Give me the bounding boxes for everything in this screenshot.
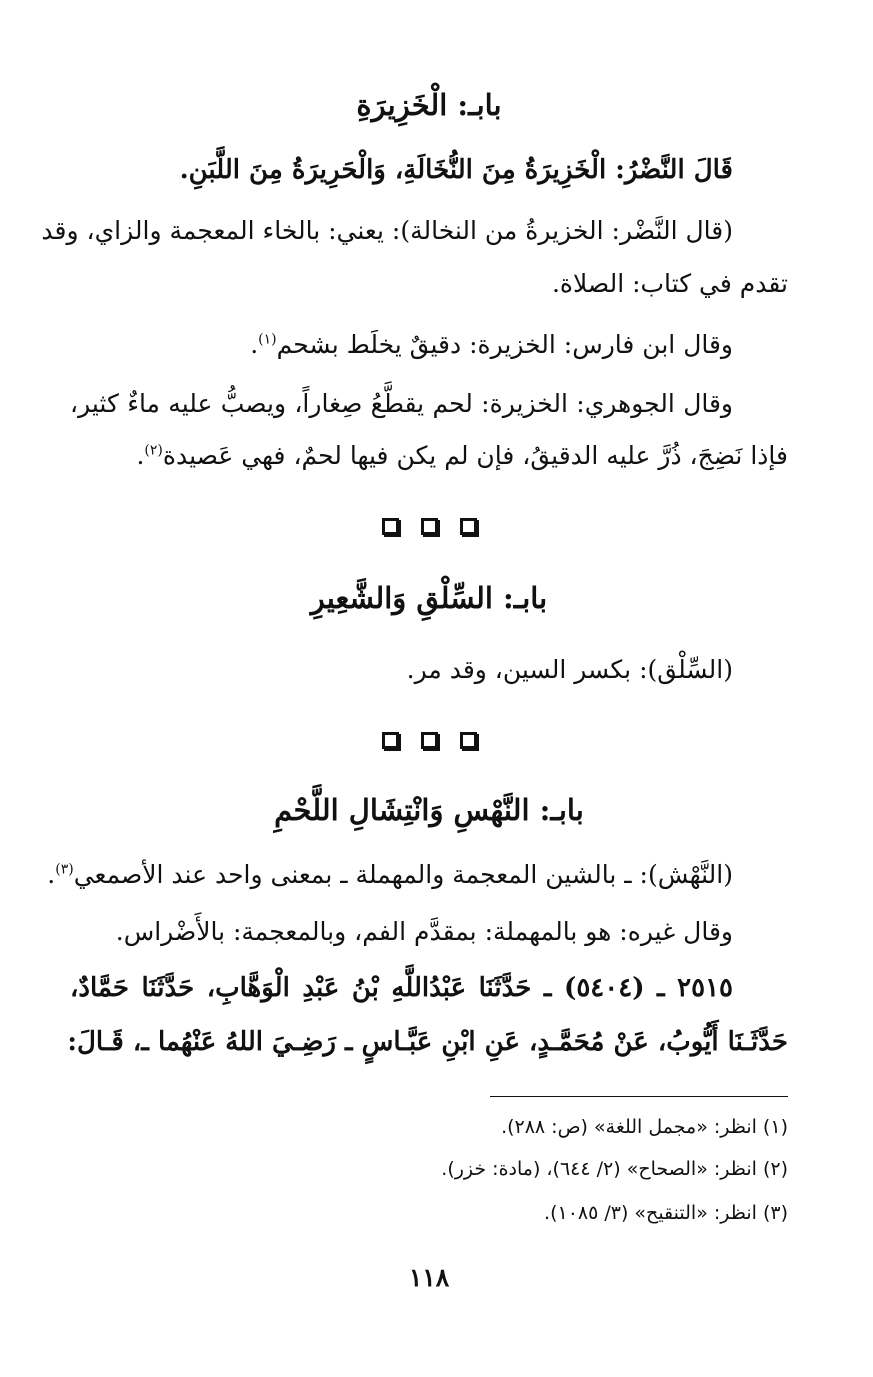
line-text: فإذا نَضِجَ، ذُرَّ عليه الدقيقُ، فإن لم يكن فيها لحمٌ، فهي عَصيدة	[162, 441, 788, 470]
page-number: ١١٨	[408, 1263, 450, 1292]
commentary-line	[70, 436, 788, 476]
hadith-text: قَالَ النَّضْرُ: الْخَزِيرَةُ مِنَ النُّخَالَةِ، وَالْحَرِيرَةُ مِنَ اللَّبَنِ.	[179, 155, 733, 185]
separator-square	[382, 518, 399, 535]
commentary-line: (قال النَّضْر: الخزيرةُ من النخالة): يعني: بالخاء المعجمة والزاي، وقد	[41, 216, 733, 245]
book-page	[41, 0, 788, 1377]
section-heading: بابـ: النَّهْسِ وَانْتِشَالِ اللَّحْمِ	[274, 793, 584, 827]
section-separator	[70, 518, 788, 535]
commentary-line	[70, 325, 788, 365]
section-heading: بابـ: السِّلْقِ وَالشَّعِيرِ	[310, 581, 548, 615]
separator-square	[421, 518, 438, 535]
commentary-line: وقال الجوهري: الخزيرة: لحم يقطَّعُ صِغاراً، ويصبُّ عليه ماءٌ كثير،	[70, 389, 733, 418]
hadith-text: حَدَّثَـنَا أَيُّوبُ، عَنْ مُحَمَّـدٍ، عَنِ ابْنِ عَبَّـاسٍ ـ رَضِـيَ اللهُ عَنْهُما ـ، قَـالَ:	[67, 1027, 788, 1057]
separator-square	[460, 732, 477, 749]
separator-square	[421, 732, 438, 749]
footnote-ref: (٢)	[144, 442, 163, 459]
line-text: (النَّهْش): ـ بالشين المعجمة والمهملة ـ بمعنى واحد عند الأصمعي	[73, 860, 733, 889]
commentary-line: وقال غيره: هو بالمهملة: بمقدَّم الفم، وبالمعجمة: بالأَضْراس.	[115, 917, 733, 946]
section-heading: بابـ: الْخَزِيرَةِ	[356, 88, 502, 122]
line-end: .	[47, 860, 56, 889]
footnote-ref: (١)	[258, 331, 277, 348]
separator-square	[460, 518, 477, 535]
commentary-line	[47, 855, 788, 895]
separator-square	[382, 732, 399, 749]
commentary-line: (السِّلْق): بكسر السين، وقد مر.	[406, 655, 733, 684]
footnote: (٢) انظر: «الصحاح» (٢/ ٦٤٤)، (مادة: خزر).	[441, 1158, 788, 1180]
footnote-ref: (٣)	[55, 861, 74, 878]
hadith-text: ٢٥١٥ ـ (٥٤٠٤) ـ حَدَّثَنَا عَبْدُاللَّهِ بْنُ عَبْدِ الْوَهَّابِ، حَدَّثَنَا حَمَّادٌ،	[70, 973, 734, 1003]
footnote: (٣) انظر: «التنقيح» (٣/ ١٠٨٥).	[544, 1202, 788, 1224]
footnote-divider	[490, 1096, 788, 1097]
line-end: .	[250, 330, 259, 359]
footnote: (١) انظر: «مجمل اللغة» (ص: ٢٨٨).	[501, 1116, 788, 1138]
line-end: .	[136, 441, 145, 470]
commentary-line: تقدم في كتاب: الصلاة.	[551, 269, 788, 298]
line-text: وقال ابن فارس: الخزيرة: دقيقٌ يخلَط بشحم	[276, 330, 733, 359]
section-separator	[70, 732, 788, 749]
